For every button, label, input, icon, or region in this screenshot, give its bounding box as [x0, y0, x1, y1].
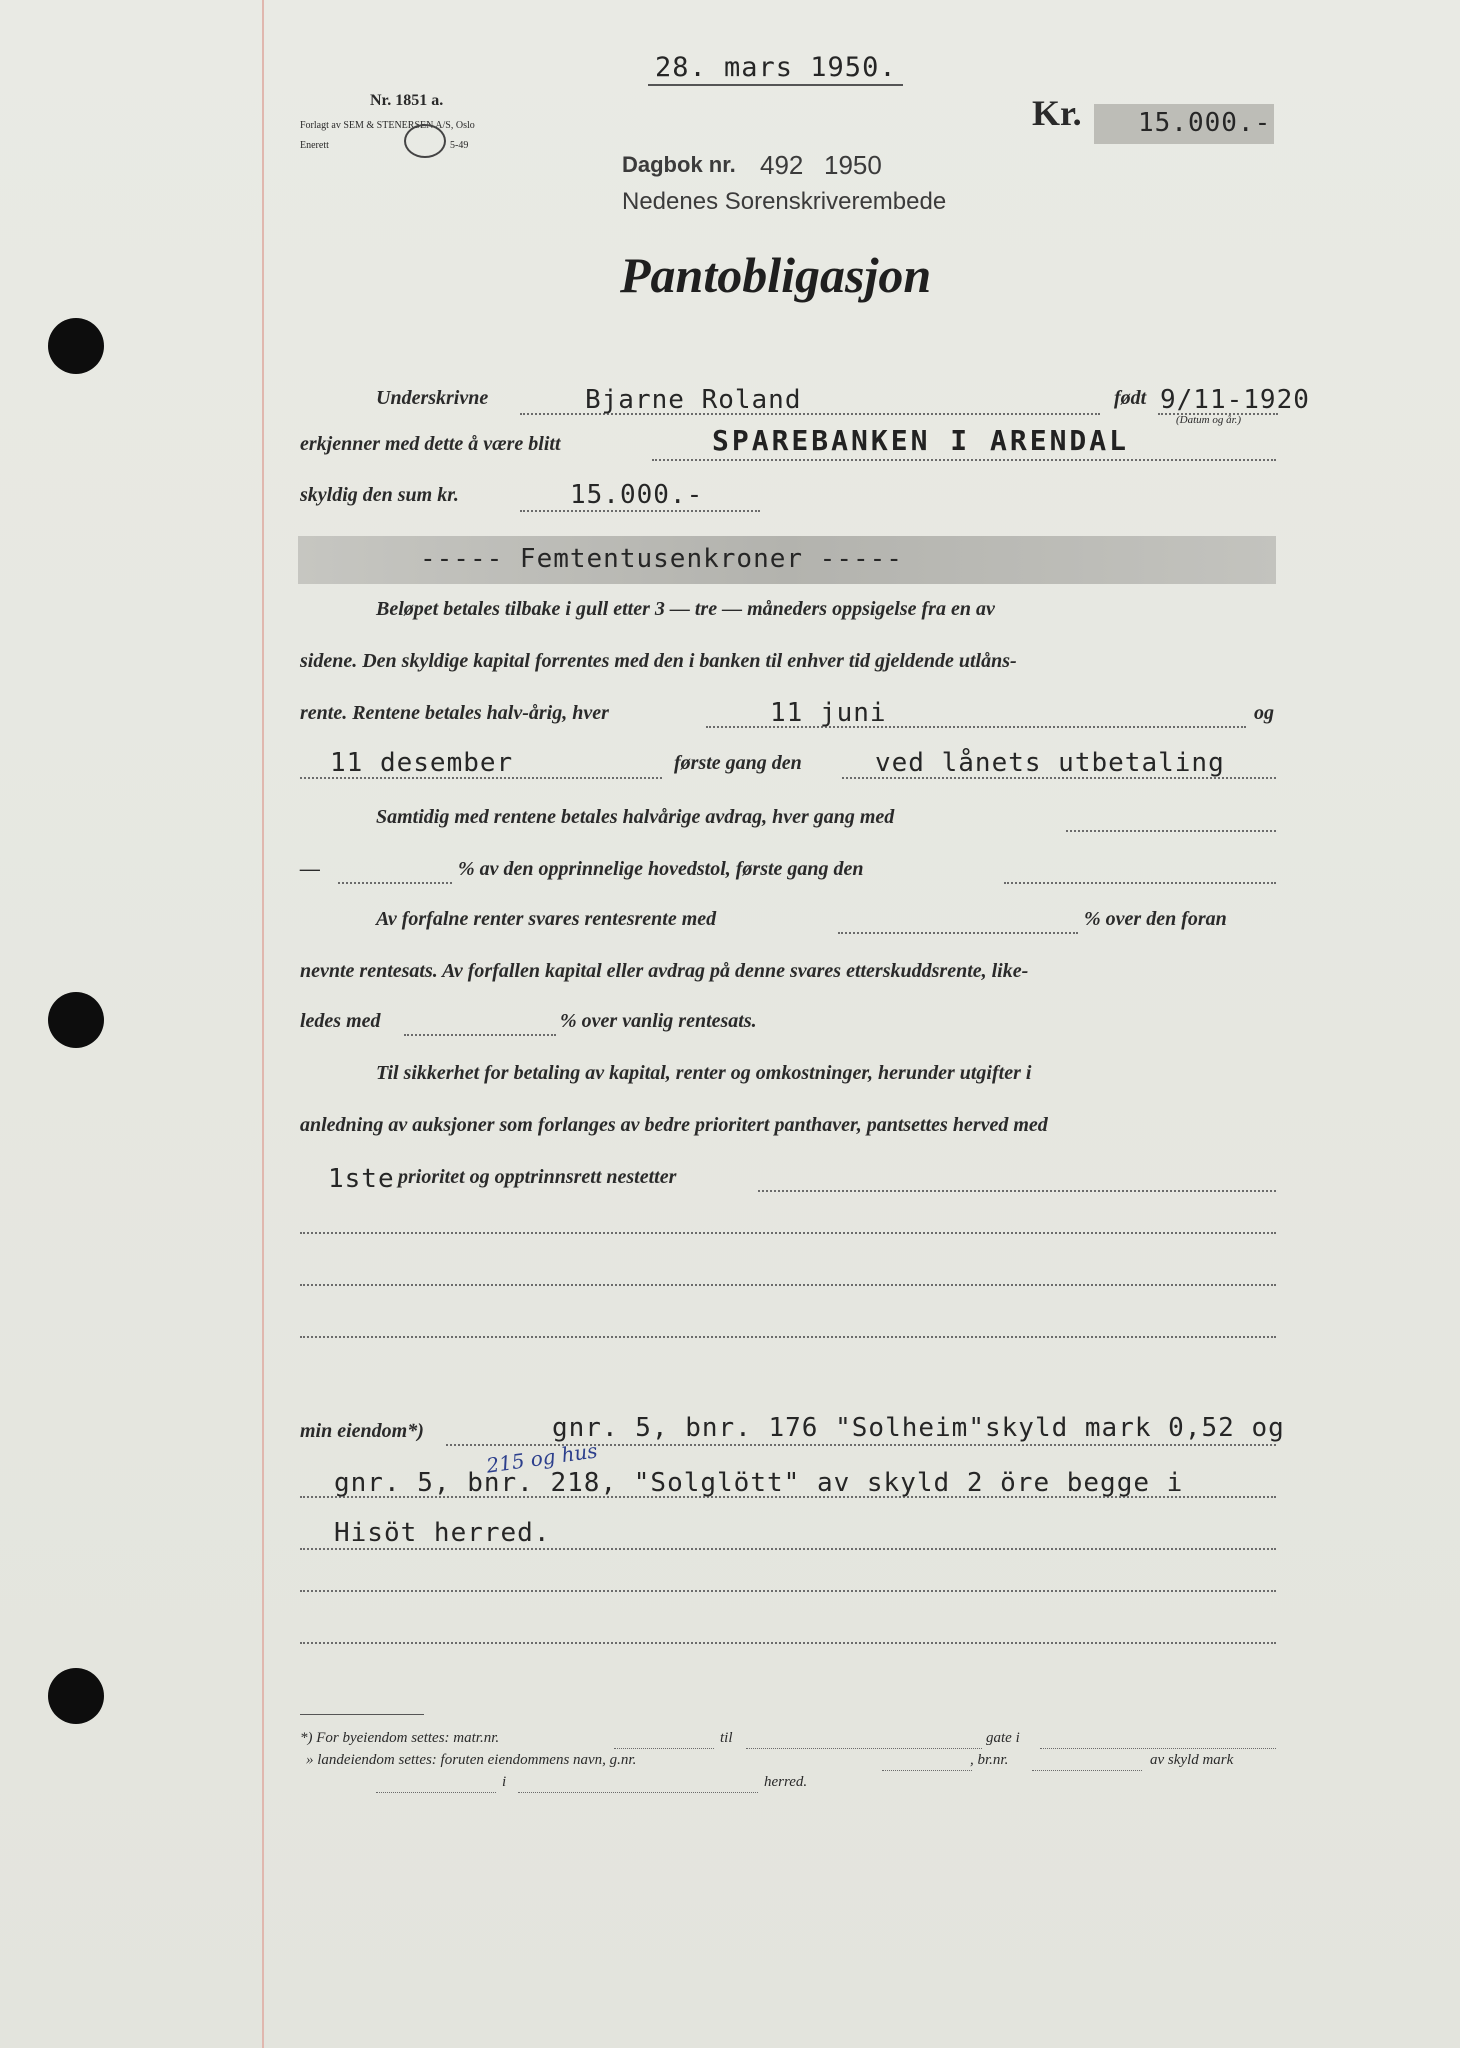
terms-line-4-label: første gang den: [674, 752, 802, 774]
terms-line-2: sidene. Den skyldige kapital forrentes med den i banken til enhver tid gjeldende utlåns-: [300, 650, 1017, 672]
footnote-dots: [1032, 1770, 1142, 1771]
footnote-line-2a: » landeiendom settes: foruten eiendommens navn, g.nr.: [306, 1752, 637, 1768]
property-line-2: gnr. 5, bnr. 218, "Solglött" av skyld 2 öre begge i: [334, 1468, 1184, 1498]
dagbok-year: 1950: [824, 150, 882, 180]
interest-date-1: 11 juni: [770, 698, 887, 728]
blank-line: [300, 1336, 1276, 1338]
footnote-line-1c: gate i: [986, 1730, 1020, 1746]
signer-label: Underskrivne: [376, 387, 489, 409]
header-amount: 15.000.-: [1138, 108, 1272, 138]
priority-value: 1ste: [328, 1164, 395, 1194]
terms-line-11: anledning av auksjoner som forlanges av bedre prioritert panthaver, pantsettes herved med: [300, 1114, 1048, 1136]
terms-line-9-end: % over vanlig rentesats.: [560, 1010, 757, 1032]
handwritten-insert: 215 og hus: [484, 1438, 599, 1478]
creditor-line: [652, 459, 1276, 461]
property-line-1: gnr. 5, bnr. 176 "Solheim"skyld mark 0,52 og: [552, 1413, 1285, 1443]
first-payment: ved lånets utbetaling: [875, 748, 1225, 778]
document-title: Pantobligasjon: [620, 247, 932, 303]
born-hint: (Datum og år.): [1176, 414, 1242, 426]
publisher-logo-icon: [404, 124, 446, 158]
sum-line: [520, 510, 760, 512]
footnote-dots: [1040, 1748, 1276, 1749]
terms-line-10: Til sikkerhet for betaling av kapital, renter og omkostninger, herunder utgifter i: [376, 1062, 1032, 1084]
terms-line-5-dots: [1066, 830, 1276, 832]
blank-line: [300, 1590, 1276, 1592]
priority-dots: [758, 1190, 1276, 1192]
terms-line-6-dash: —: [300, 858, 320, 880]
margin-rule: [262, 0, 264, 2048]
terms-line-9-label: ledes med: [300, 1010, 381, 1032]
publisher: Forlagt av SEM & STENERSEN A/S, Oslo: [300, 120, 475, 131]
priority-label: prioritet og opptrinnsrett nestetter: [398, 1166, 677, 1188]
terms-line-3-end: og: [1254, 702, 1274, 724]
dagbok-number: 492: [760, 150, 804, 180]
footnote-line-1a: *) For byeiendom settes: matr.nr.: [300, 1730, 500, 1746]
print-code: 5-49: [450, 140, 469, 151]
property-label: min eiendom*): [300, 1420, 424, 1442]
interest-date-2: 11 desember: [330, 748, 514, 778]
dagbok-label: Dagbok nr.: [622, 152, 736, 177]
blank-line: [300, 1642, 1276, 1644]
footnote-line-2b: , br.nr.: [970, 1752, 1009, 1768]
blank-line: [300, 1232, 1276, 1234]
exclusive-rights: Enerett: [300, 140, 329, 151]
date-underline: [648, 84, 903, 86]
creditor-label: erkjenner med dette å være blitt: [300, 433, 561, 455]
terms-line-6-dots-a: [338, 882, 452, 884]
footnote-dots: [882, 1770, 972, 1771]
sum-label: skyldig den sum kr.: [300, 484, 459, 506]
punch-hole: [48, 992, 104, 1048]
footnote-dots: [376, 1792, 496, 1793]
footnote-line-1b: til: [720, 1730, 733, 1746]
terms-line-8: nevnte rentesats. Av forfallen kapital eller avdrag på denne svares etterskuddsrente, like-: [300, 960, 1029, 982]
punch-hole: [48, 1668, 104, 1724]
footnote-rule: [300, 1714, 424, 1715]
sum-amount: 15.000.-: [570, 480, 704, 510]
terms-line-7-dots: [838, 932, 1078, 934]
born-date: 9/11-1920: [1160, 385, 1310, 415]
footnote-dots: [518, 1792, 758, 1793]
born-label: født: [1114, 387, 1147, 409]
property-line-3: Hisöt herred.: [334, 1518, 551, 1548]
terms-line-7-label: Av forfalne renter svares rentesrente med: [376, 908, 717, 930]
footnote-line-3a: i: [502, 1774, 507, 1790]
terms-line-1: Beløpet betales tilbake i gull etter 3 — tre — måneders oppsigelse fra en av: [376, 598, 995, 620]
terms-line-3-label: rente. Rentene betales halv-årig, hver: [300, 702, 609, 724]
terms-line-7-end: % over den foran: [1084, 908, 1227, 930]
date: 28. mars 1950.: [655, 52, 897, 83]
footnote-dots: [614, 1748, 714, 1749]
punch-hole: [48, 318, 104, 374]
signer-name: Bjarne Roland: [585, 385, 802, 415]
terms-line-6-text: % av den opprinnelige hovedstol, første gang den: [458, 858, 864, 880]
terms-line-5: Samtidig med rentene betales halvårige avdrag, hver gang med: [376, 806, 895, 828]
sum-words: ----- Femtentusenkroner -----: [420, 544, 903, 574]
terms-line-9-dots: [404, 1034, 556, 1036]
kr-label: Kr.: [1032, 93, 1082, 133]
property-line-3-dots: [300, 1548, 1276, 1550]
office-stamp: Nedenes Sorenskriverembede: [622, 188, 947, 215]
terms-line-6-dots-b: [1004, 882, 1276, 884]
blank-line: [300, 1284, 1276, 1286]
footnote-line-3b: herred.: [764, 1774, 808, 1790]
creditor-name: SPAREBANKEN I ARENDAL: [712, 424, 1130, 457]
footnote-dots: [746, 1748, 982, 1749]
form-number: Nr. 1851 a.: [370, 92, 444, 109]
footnote-line-2c: av skyld mark: [1150, 1752, 1234, 1768]
